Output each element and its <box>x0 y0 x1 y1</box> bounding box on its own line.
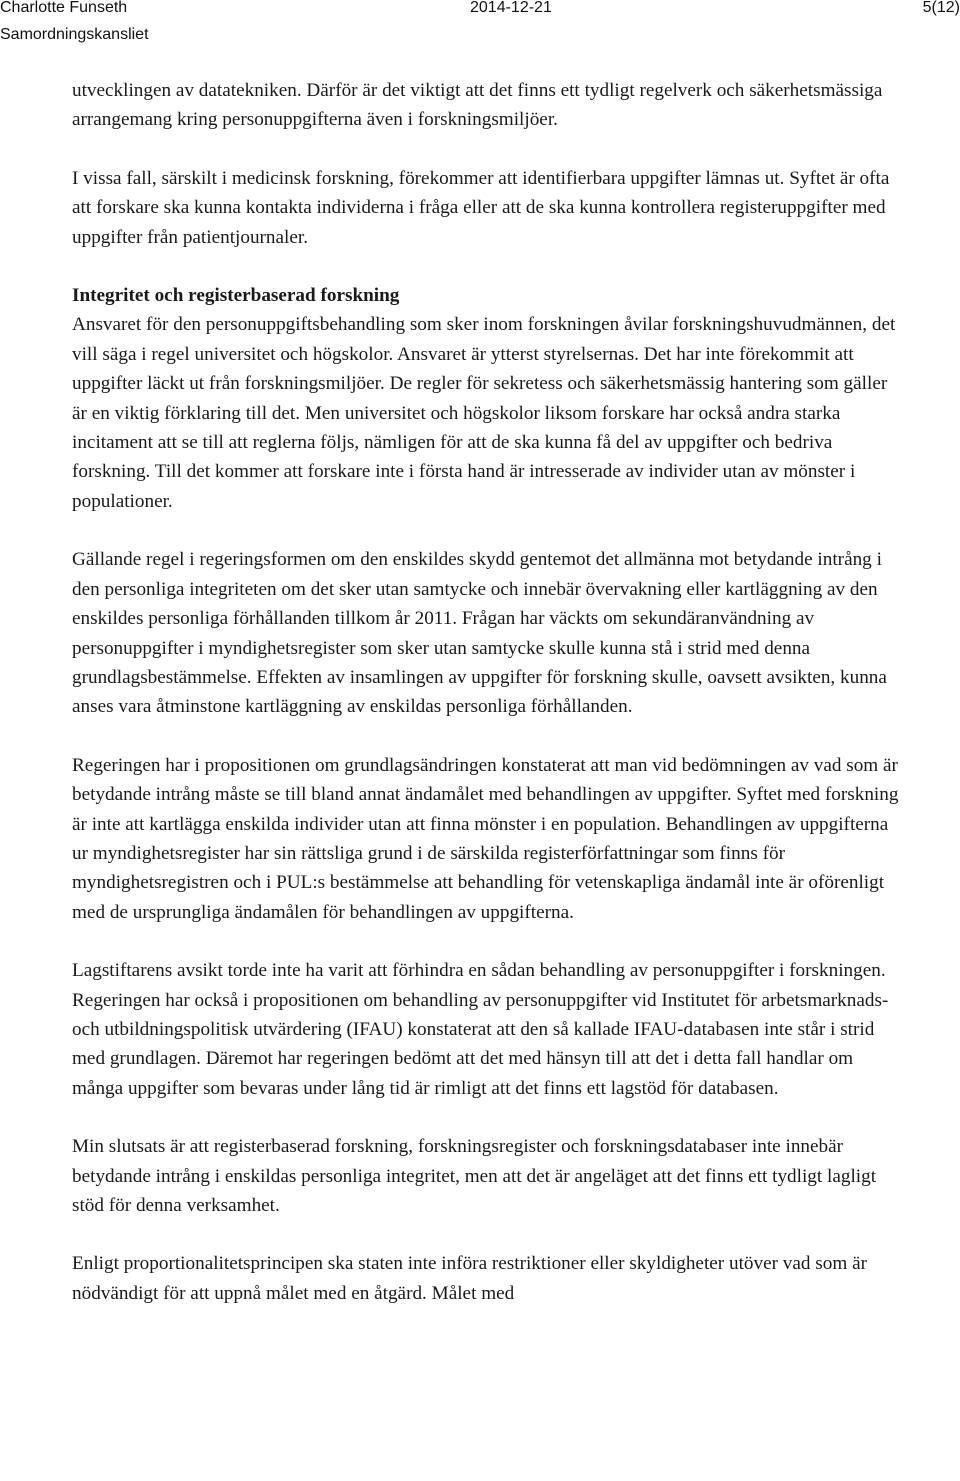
paragraph: Lagstiftarens avsikt torde inte ha varit att förhindra en sådan behandling av personuppgifter i forskningen. Regeringen har också i propositionen om behandling av personuppgifter vid Institutet för arbetsmarknads- och utbildningspolitisk utvärdering (IFAU) konstaterat att den så kallade IFAU-databasen inte står i strid med grundlagen. Däremot har regeringen bedömt att det med hänsyn till att det i detta fall handlar om många uppgifter som bevaras under lång tid är rimligt att det finns ett lagstöd för databasen. <box>72 960 889 1099</box>
paragraph: I vissa fall, särskilt i medicinsk forskning, förekommer att identifierbara uppgifter lämnas ut. Syftet är ofta att forskare ska kunna kontakta individerna i fråga eller att de ska kunna kontrollera registeruppgifter med uppgifter från patientjournaler. <box>72 167 890 248</box>
paragraph: Ansvaret för den personuppgiftsbehandling som sker inom forskningen åvilar forskningshuvudmännen, det vill säga i regel universitet och högskolor. Ansvaret är ytterst styrelsernas. Det har inte förekommit att uppgifter läckt ut från forskningsmiljöer. De regler för sekretess och säkerhetsmässig hantering som gäller är en viktig förklaring till det. Men universitet och högskolor liksom forskare har också andra starka incitament att se till att reglerna följs, nämligen för att de ska kunna få del av uppgifter och bedriva forskning. Till det kommer att forskare inte i första hand är intresserade av individer utan av mönster i populationer. <box>72 314 896 512</box>
page-header <box>0 0 960 50</box>
document-date: 2014-12-21 <box>470 0 552 16</box>
paragraph: Enligt proportionalitetsprincipen ska staten inte införa restriktioner eller skyldigheter utöver vad som är nödvändigt för att uppnå målet med en åtgärd. Målet med <box>72 1253 867 1304</box>
paragraph: Min slutsats är att registerbaserad forskning, forskningsregister och forskningsdatabaser inte innebär betydande intrång i enskildas personliga integritet, men att det är angeläget att det finns ett tydligt lagligt stöd för denna verksamhet. <box>72 1136 877 1216</box>
section-heading: Integritet och registerbaserad forskning <box>72 285 400 307</box>
paragraph: utvecklingen av datatekniken. Därför är det viktigt att det finns ett tydligt regelverk och säkerhetsmässiga arrangemang kring personuppgifterna även i forskningsmiljöer. <box>72 80 883 131</box>
paragraph: Gällande regel i regeringsformen om den enskildes skydd gentemot det allmänna mot betydande intrång i den personliga integriteten om det sker utan samtycke och innebär övervakning eller kartläggning av den enskildes personliga förhållanden tillkom år 2011. Frågan har väckts om sekundäranvändning av personuppgifter i myndighetsregister som sker utan samtycke skulle kunna stå i strid med denna grundlagsbestämmelse. Effekten av insamlingen av uppgifter för forskning skulle, oavsett avsikten, kunna anses vara åtminstone kartläggning av enskildas personliga förhållanden. <box>72 549 887 718</box>
document-body <box>72 76 902 1308</box>
author-name: Charlotte Funseth <box>0 0 128 16</box>
paragraph: Regeringen har i propositionen om grundlagsändringen konstaterat att man vid bedömningen av vad som är betydande intrång måste se till bland annat ändamålet med behandlingen av uppgifter. Syftet med forskning är inte att kartlägga enskilda individer utan att finna mönster i en population. Behandlingen av uppgifterna ur myndighetsregister har sin rättsliga grund i de särskilda registerförfattningar som finns för myndighetsregistren och i PUL:s bestämmelse att behandling för vetenskapliga ändamål inte är oförenligt med de ursprungliga ändamålen för behandlingen av uppgifterna. <box>72 754 899 923</box>
organization-name: Samordningskansliet <box>0 26 149 43</box>
page-number: 5(12) <box>922 0 960 16</box>
